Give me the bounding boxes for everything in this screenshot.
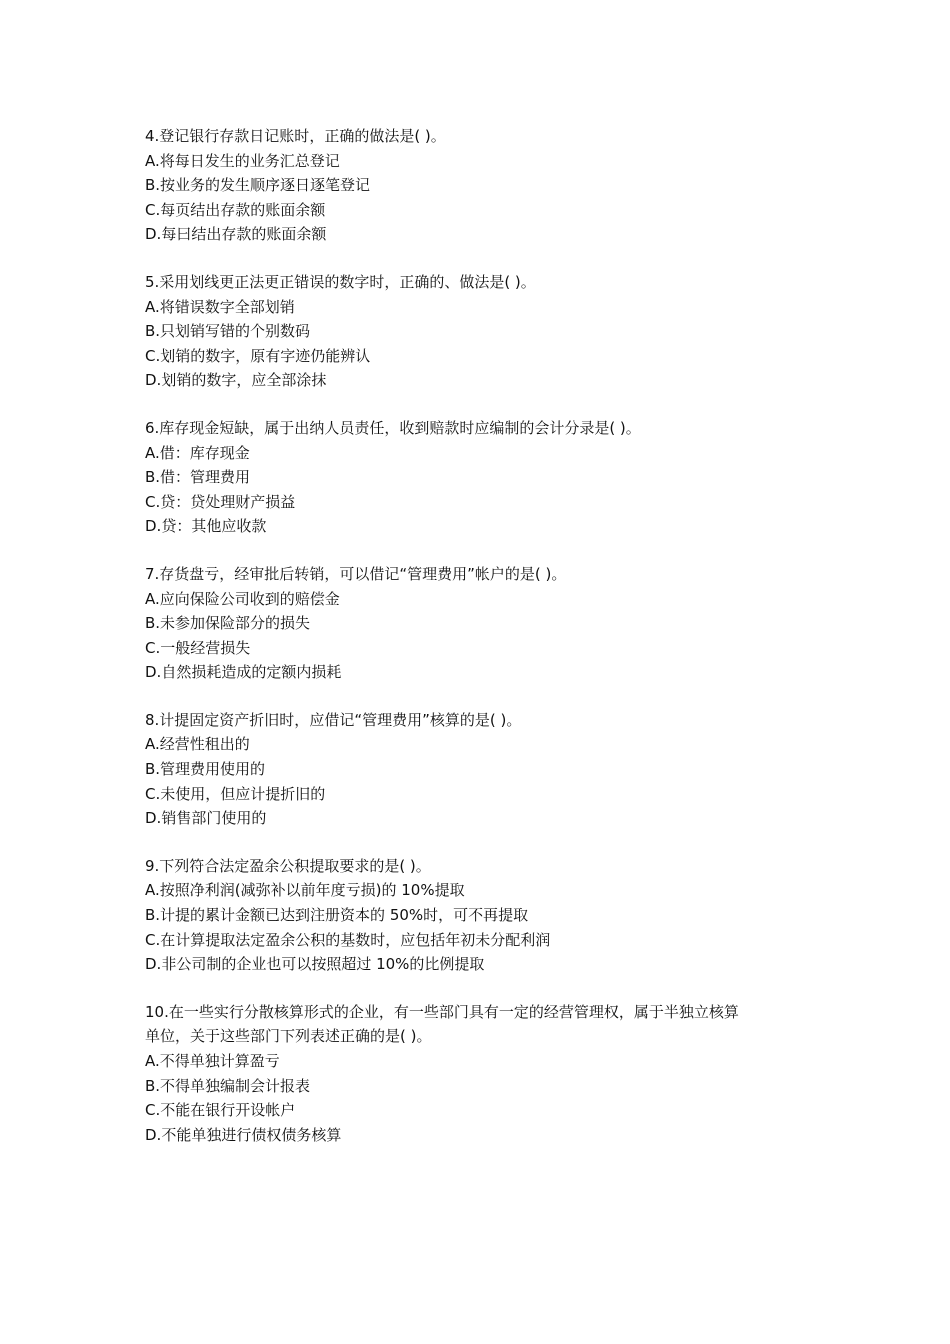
option-c: C.不能在银行开设帐户: [145, 1101, 296, 1120]
question-6: [145, 416, 815, 539]
option-c: C.贷：贷处理财产损益: [145, 492, 296, 511]
question-8: [145, 708, 815, 831]
option-a: A.不得单独计算盈亏: [145, 1052, 280, 1070]
option-d: D.非公司制的企业也可以按照超过 10%的比例提取: [145, 955, 485, 974]
option-a: A.应向保险公司收到的赔偿金: [145, 589, 340, 608]
option-b: B.未参加保险部分的损失: [145, 614, 311, 633]
option-d: D.销售部门使用的: [145, 809, 267, 828]
option-c: C.未使用，但应计提折旧的: [145, 784, 326, 803]
question-text: 8.计提固定资产折旧时，应借记“管理费用”核算的是( )。: [145, 710, 522, 729]
option-d: D.不能单独进行债权债务核算: [145, 1125, 342, 1144]
question-text: 9.下列符合法定盈余公积提取要求的是( )。: [145, 856, 431, 875]
option-b: B.借：管理费用: [145, 468, 251, 487]
option-c: C.一般经营损失: [145, 638, 251, 657]
option-a: A.将错误数字全部划销: [145, 297, 295, 316]
option-a: A.经营性租出的: [145, 735, 250, 754]
option-a: A.将每日发生的业务汇总登记: [145, 151, 340, 170]
document-page: [145, 124, 815, 1170]
question-10: [145, 1000, 815, 1148]
question-text-line-1: 10.在一些实行分散核算形式的企业，有一些部门具有一定的经营管理权，属于半独立核算: [145, 1002, 739, 1021]
question-text-line-2: 单位，关于这些部门下列表述正确的是( )。: [145, 1027, 432, 1046]
option-a: A.按照净利润(减弥补以前年度亏损)的 10%提取: [145, 881, 465, 900]
option-a: A.借：库存现金: [145, 443, 250, 462]
option-b: B.计提的累计金额已达到注册资本的 50%时，可不再提取: [145, 906, 529, 925]
option-b: B.管理费用使用的: [145, 760, 266, 779]
option-b: B.不得单独编制会计报表: [145, 1076, 311, 1095]
option-d: D.贷：其他应收款: [145, 517, 267, 536]
option-b: B.只划销写错的个别数码: [145, 322, 311, 341]
option-c: C.在计算提取法定盈余公积的基数时，应包括年初未分配利润: [145, 930, 551, 949]
question-text: 5.采用划线更正法更正错误的数字时，正确的、做法是( )。: [145, 272, 536, 291]
question-text: 6.库存现金短缺，属于出纳人员责任，收到赔款时应编制的会计分录是( )。: [145, 418, 641, 437]
option-b: B.按业务的发生顺序逐日逐笔登记: [145, 176, 371, 195]
option-d: D.自然损耗造成的定额内损耗: [145, 663, 342, 682]
question-5: [145, 270, 815, 393]
question-7: [145, 562, 815, 685]
question-9: [145, 854, 815, 977]
option-c: C.每页结出存款的账面余额: [145, 200, 326, 219]
question-4: [145, 124, 815, 247]
question-text: 7.存货盘亏，经审批后转销，可以借记“管理费用”帐户的是( )。: [145, 564, 567, 583]
option-d: D.划销的数字，应全部涂抹: [145, 371, 327, 390]
option-c: C.划销的数字，原有字迹仍能辨认: [145, 346, 371, 365]
option-d: D.每曰结出存款的账面余额: [145, 225, 327, 244]
question-text: 4.登记银行存款日记账时，正确的做法是( )。: [145, 127, 446, 145]
